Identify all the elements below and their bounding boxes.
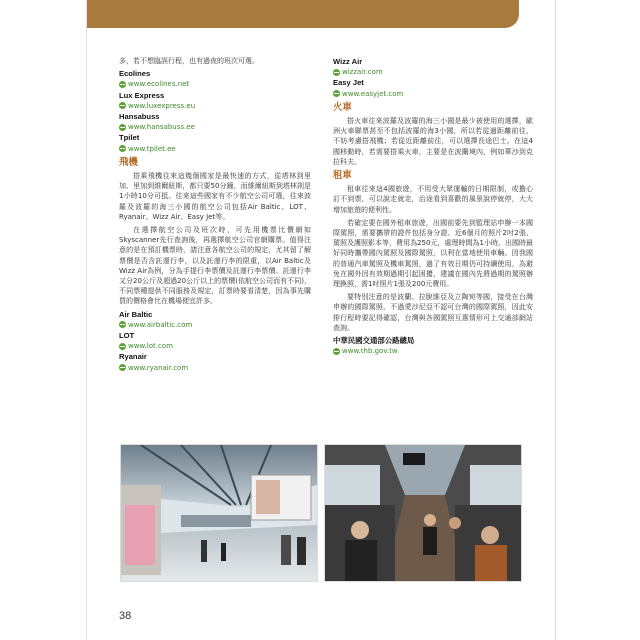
globe-icon	[119, 321, 126, 328]
bus-company-name: Lux Express	[119, 90, 165, 100]
globe-icon	[119, 364, 126, 371]
bus-company-name: Hansabuss	[119, 112, 160, 122]
bus-company-link[interactable]	[119, 122, 311, 132]
airline-link[interactable]	[119, 363, 311, 373]
airline-link[interactable]	[333, 67, 533, 77]
airline-name: LOT	[119, 331, 135, 341]
link-text[interactable]: www.thb.gov.tw	[342, 347, 398, 356]
car-paragraph: 若確定要在國外租車旅遊，出國前要先到監理站申辦一本國際駕照，需要攜帶的證件包括身分證、近6個月的照片2吋2張、駕照及護照影本等，費用為250元，處理時間為1小時。出國時最好同時攜帶國內駕照及國際駕照，以利在當地使用車輛。因我國的普通汽車駕照及機車駕照，過了有效日期仍可持續使用，為避免在國外因有效期過期引起困擾，建議在國內先將過期的駕照辦理換照，需1吋照片1張及200元費用。	[333, 218, 533, 289]
link-text[interactable]: www.ryanair.com	[128, 363, 189, 372]
airline	[333, 57, 533, 77]
airline	[119, 310, 311, 330]
globe-icon	[333, 90, 340, 97]
car-paragraph: 租車往來這4國旅遊，不用受大眾運輸的日期限制，或擔心訂不到票，可以說走就走，治途看到喜歡的風景說停就停，大大增加旅遊的便利性。	[333, 185, 533, 214]
header-bar	[87, 0, 519, 28]
globe-icon	[119, 343, 126, 350]
link-text[interactable]: www.luxexpress.eu	[128, 101, 196, 110]
bus-company	[119, 133, 311, 153]
globe-icon	[333, 348, 340, 355]
bus-company-link[interactable]	[119, 144, 311, 154]
bus-company-name: Ecolines	[119, 69, 151, 79]
globe-icon	[119, 81, 126, 88]
bus-company	[119, 112, 311, 132]
airline-link[interactable]	[119, 341, 311, 351]
org-link[interactable]	[333, 346, 533, 356]
airline-name: Easy Jet	[333, 78, 364, 88]
airline-name: Ryanair	[119, 352, 147, 362]
bus-company-link[interactable]	[119, 79, 311, 89]
bus-company	[119, 69, 311, 89]
globe-icon	[119, 102, 126, 109]
bus-company-name: Tpilet	[119, 133, 140, 143]
train-heading: 火車	[333, 101, 352, 113]
airline-link[interactable]	[333, 89, 533, 99]
intro-text: 多，若不想臨誤行程，也有過夜的班次可選。	[119, 57, 259, 65]
airline	[119, 352, 311, 372]
flight-paragraph: 搭乘飛機往來這幾個國家是最快速的方式，從塔林到里加、里加到維爾紐斯，都只要50分鐘，而維爾紐斯到塔林則是1小時10分可抵。往來這些國家有不少航空公司可選，往來波羅及波羅的海三小國的航空公司包括Air Baltic、LOT、Ryanair、Wizz Air、Easy Jet等。	[119, 172, 311, 221]
airline	[119, 331, 311, 351]
bus-company-link[interactable]	[119, 101, 311, 111]
car-heading: 租車	[333, 170, 352, 182]
org-name: 中華民國交通部公路總局	[333, 336, 415, 346]
globe-icon	[119, 124, 126, 131]
airline	[333, 78, 533, 98]
link-text[interactable]: www.hansabuss.ee	[128, 123, 195, 132]
link-text[interactable]: www.ecolines.net	[128, 80, 190, 89]
car-paragraph: 要特別注意的是波蘭、拉脫維亞及立陶宛等國，接受在台灣申辦的國際駕照，不過愛沙尼亞不認可台灣的國際駕照，因此安排行程時要記得確認，台灣與各國駕照互惠情形可上交通部網站查詢。	[333, 293, 533, 332]
link-text[interactable]: www.airbaltic.com	[128, 320, 193, 329]
link-text[interactable]: wizzair.com	[342, 68, 383, 77]
right-column	[333, 56, 533, 357]
airline-name: Air Baltic	[119, 309, 153, 319]
train-paragraph: 搭火車往來波羅及波羅的海三小國是最少被使用的選擇，歐洲火車聯票甚至不包括波羅的海3小國，所以若從過距離前往，不妨考慮搭飛機；若從近距離前往，可以選擇長途巴士。在這4國移動時，若需要搭乘火車，主要是在波蘭境內，例如華沙到克拉科夫。	[333, 117, 533, 166]
airport-photo	[120, 444, 318, 582]
link-text[interactable]: www.easyjet.com	[342, 89, 404, 98]
train-interior-photo	[324, 444, 522, 582]
link-text[interactable]: www.tpilet.ee	[128, 144, 176, 153]
globe-icon	[119, 145, 126, 152]
airline-name: Wizz Air	[333, 57, 363, 66]
globe-icon	[333, 69, 340, 76]
bus-company	[119, 91, 311, 111]
book-page	[86, 0, 556, 640]
page-number: 38	[119, 610, 132, 622]
airline-link[interactable]	[119, 320, 311, 330]
left-column	[119, 56, 311, 374]
flight-paragraph: 在選擇航空公司及班次時，可先用機票比價網如Skyscanner先行查詢後，再選擇航空公司官網購票。值得注意的是在預訂機票時，請注意各航空公司的規定，尤其留了解票價是否含託運行李，以及託運行李的限重，以Air Baltic及Wizz Air為例，分為手提行李票價及託運行李票價。託運行李又分20公斤及超過20公斤以上的票價(依航空公司而有不同)，不同票種提供不同服務及規定，訂票時要看清楚，因為事先購買的價格會比在機場便宜許多。	[119, 226, 311, 306]
flight-heading: 飛機	[119, 156, 138, 168]
link-text[interactable]: www.lot.com	[128, 342, 173, 351]
